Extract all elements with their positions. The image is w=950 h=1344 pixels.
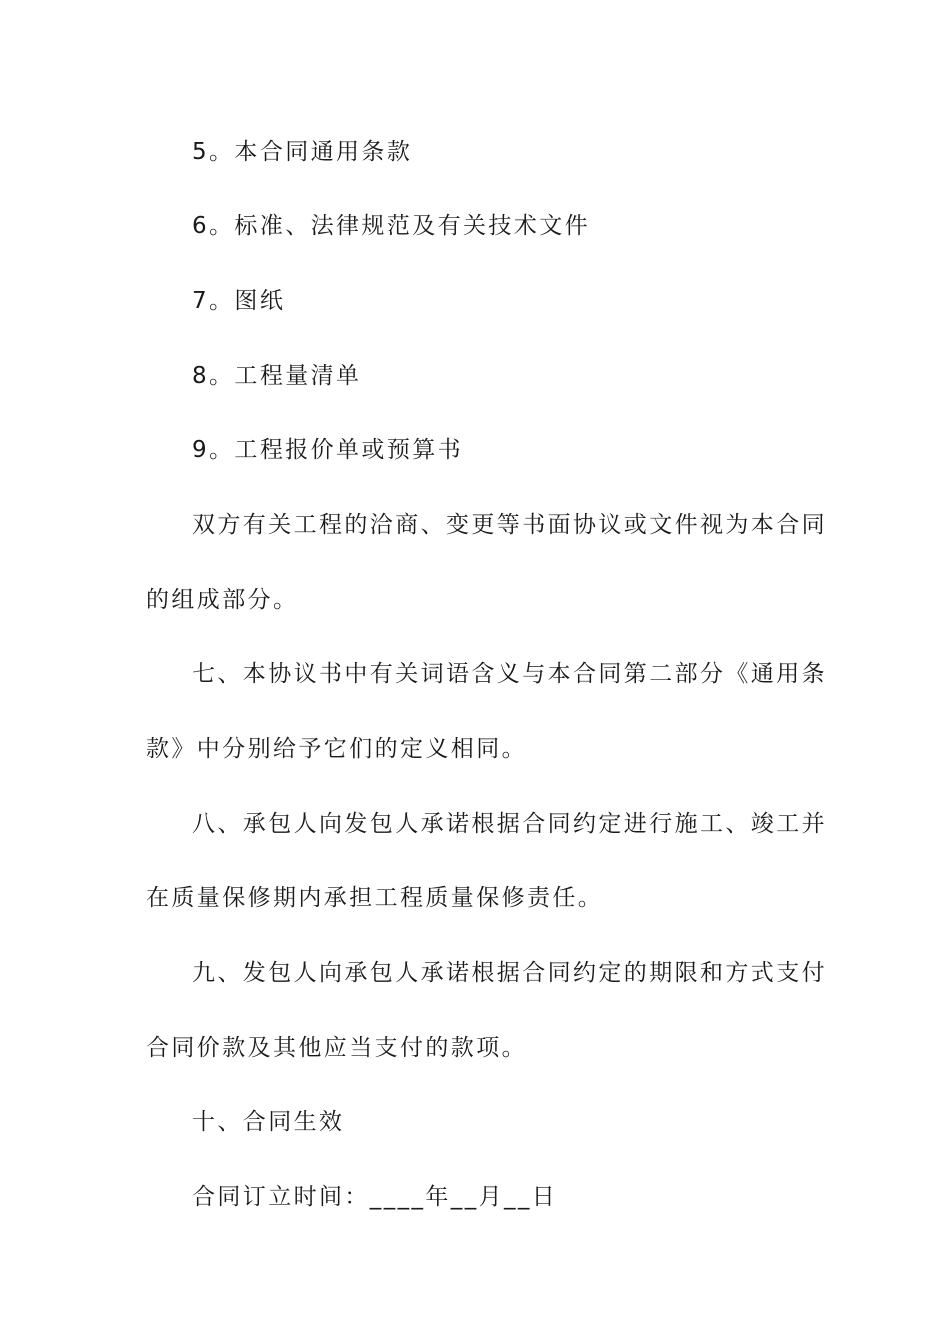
paragraph-line: 的组成部分。 [146,587,299,613]
list-item: 8。工程量清单 [192,363,362,389]
paragraph-line: 双方有关工程的洽商、变更等书面协议或文件视为本合同 [192,512,827,538]
paragraph-line: 在质量保修期内承担工程质量保修责任。 [146,885,604,911]
paragraph-line: 合同价款及其他应当支付的款项。 [146,1035,527,1061]
paragraph-line: 七、本协议书中有关词语含义与本合同第二部分《通用条 [192,661,827,687]
list-item: 9。工程报价单或预算书 [192,437,464,463]
signing-time-line: 合同订立时间：____年__月__日 [192,1184,558,1210]
paragraph-line: 款》中分别给予它们的定义相同。 [146,736,527,762]
paragraph-line: 九、发包人向承包人承诺根据合同约定的期限和方式支付 [192,960,827,986]
list-item: 7。图纸 [192,288,286,314]
paragraph-line: 八、承包人向发包人承诺根据合同约定进行施工、竣工并 [192,811,827,837]
list-item: 5。本合同通用条款 [192,139,413,165]
list-item: 6。标准、法律规范及有关技术文件 [192,213,591,239]
section-heading: 十、合同生效 [192,1109,345,1135]
